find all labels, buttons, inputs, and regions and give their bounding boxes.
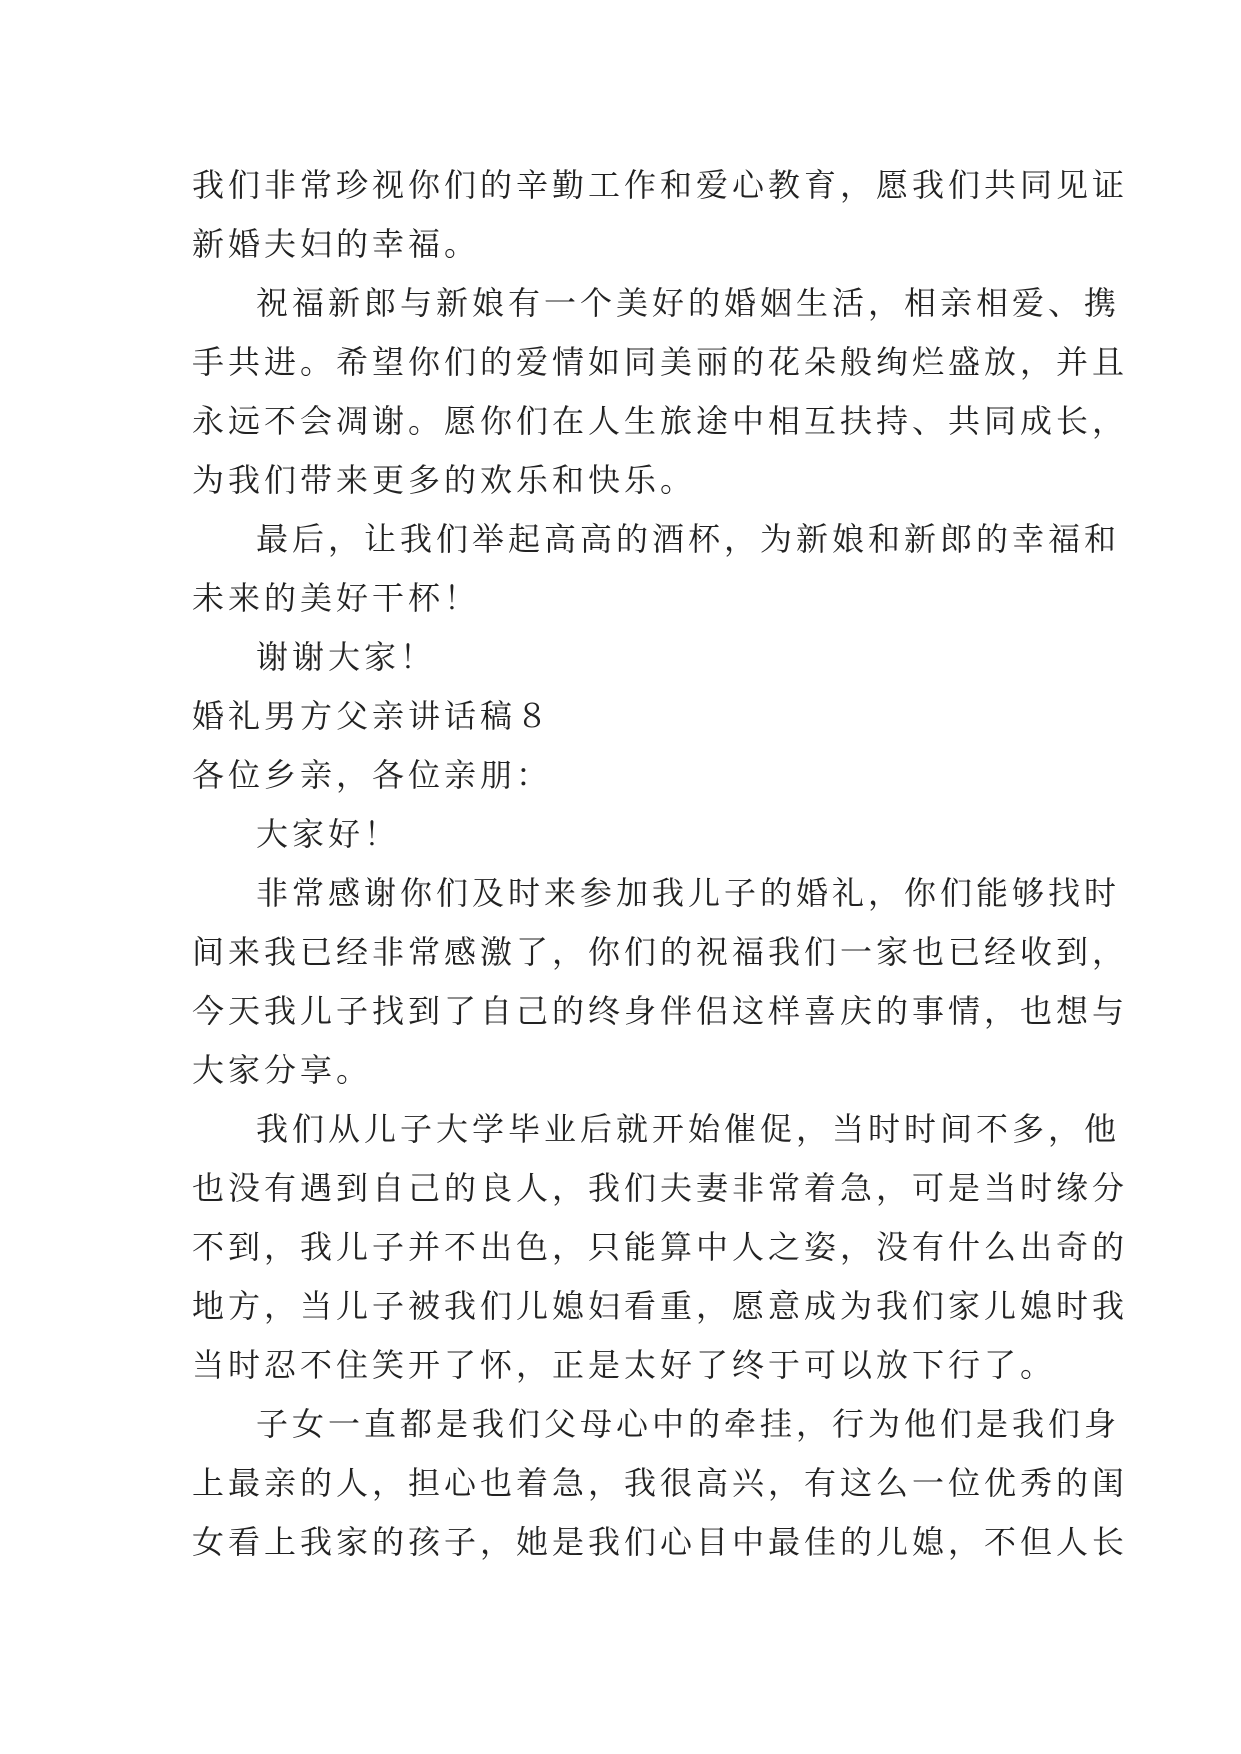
document-body [192, 156, 1129, 1572]
text-line: 当时忍不住笑开了怀，正是太好了终于可以放下行了。 [192, 1346, 1057, 1384]
text-line: 地方，当儿子被我们儿媳妇看重，愿意成为我们家儿媳时我 [192, 1287, 1129, 1325]
text-line: 今天我儿子找到了自己的终身伴侣这样喜庆的事情，也想与 [192, 992, 1129, 1030]
text-line: 为我们带来更多的欢乐和快乐。 [192, 461, 697, 499]
closing-thanks: 谢谢大家！ [256, 638, 437, 676]
paragraph-first-line: 最后，让我们举起高高的酒杯，为新娘和新郎的幸福和 [256, 520, 1121, 558]
text-line: 新婚夫妇的幸福。 [192, 225, 481, 263]
text-line: 间来我已经非常感激了，你们的祝福我们一家也已经收到， [192, 933, 1129, 971]
text-line: 上最亲的人，担心也着急，我很高兴，有这么一位优秀的闺 [192, 1464, 1129, 1502]
text-line: 手共进。希望你们的爱情如同美丽的花朵般绚烂盛放，并且 [192, 343, 1129, 381]
text-line: 永远不会凋谢。愿你们在人生旅途中相互扶持、共同成长， [192, 402, 1129, 440]
greeting: 大家好！ [256, 815, 401, 853]
paragraph-first-line: 我们从儿子大学毕业后就开始催促，当时时间不多，他 [256, 1110, 1121, 1148]
paragraph-first-line: 子女一直都是我们父母心中的牵挂，行为他们是我们身 [256, 1405, 1121, 1443]
paragraph-first-line: 祝福新郎与新娘有一个美好的婚姻生活，相亲相爱、携 [256, 284, 1121, 322]
text-line: 未来的美好干杯！ [192, 579, 481, 617]
text-line: 我们非常珍视你们的辛勤工作和爱心教育，愿我们共同见证 [192, 166, 1129, 204]
salutation: 各位乡亲，各位亲朋： [192, 756, 553, 794]
text-line: 大家分享。 [192, 1051, 373, 1089]
text-line: 女看上我家的孩子，她是我们心目中最佳的儿媳，不但人长 [192, 1523, 1129, 1561]
text-line: 不到，我儿子并不出色，只能算中人之姿，没有什么出奇的 [192, 1228, 1129, 1266]
section-title: 婚礼男方父亲讲话稿８ [192, 697, 553, 735]
text-line: 也没有遇到自己的良人，我们夫妻非常着急，可是当时缘分 [192, 1169, 1129, 1207]
paragraph-first-line: 非常感谢你们及时来参加我儿子的婚礼，你们能够找时 [256, 874, 1121, 912]
